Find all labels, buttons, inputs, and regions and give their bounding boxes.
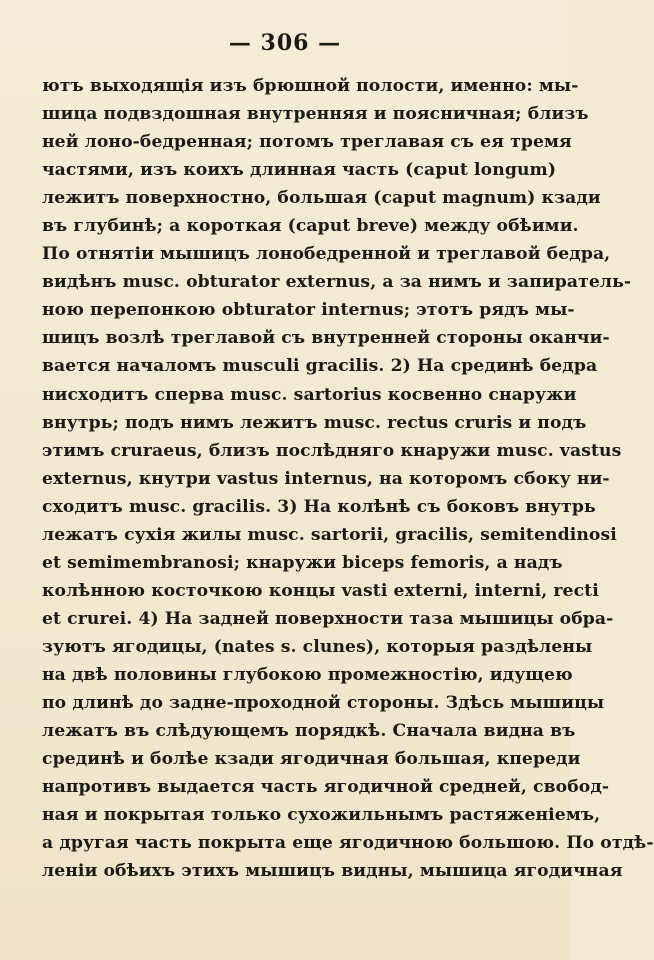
text-line: частями, изъ коихъ длинная часть (caput longum) bbox=[42, 160, 557, 181]
text-line: видѣнъ musc. obturator externus, а за нимъ и запиратель- bbox=[42, 272, 632, 293]
text-line: на двѣ половины глубокою промежностію, идущею bbox=[42, 664, 573, 685]
text-line: externus, кнутри vastus internus, на которомъ сбоку ни- bbox=[42, 468, 610, 489]
text-line: по длинѣ до задне-проходной стороны. Здѣсь мышицы bbox=[42, 693, 605, 714]
text-line: лежатъ въ слѣдующемъ порядкѣ. Сначала видна въ bbox=[42, 721, 576, 742]
text-line: лежитъ поверхностно, большая (caput magnum) кзади bbox=[42, 188, 601, 209]
text-line: въ глубинѣ; а короткая (caput breve) между обѣими. bbox=[42, 216, 579, 237]
body-text bbox=[42, 72, 654, 885]
text-line: ною перепонкою obturator internus; этотъ рядъ мы- bbox=[42, 300, 575, 321]
text-line: ная и покрытая только сухожильнымъ растяженіемъ, bbox=[42, 805, 601, 826]
text-line: колѣнною косточкою концы vasti externi, interni, recti bbox=[42, 580, 599, 601]
text-line: срединѣ и болѣе кзади ягодичная большая, кпереди bbox=[42, 749, 581, 770]
text-line: внутрь; подъ нимъ лежитъ musc. rectus cruris и подъ bbox=[42, 412, 587, 433]
text-line: ютъ выходящія изъ брюшной полости, именно: мы- bbox=[42, 76, 579, 96]
text-line: et crurei. 4) На задней поверхности таза мышицы обра- bbox=[42, 608, 614, 629]
text-line: По отнятіи мышицъ лонобедренной и треглавой бедра, bbox=[42, 244, 611, 265]
text-line: нисходитъ сперва musc. sartorius косвенно снаружи bbox=[42, 384, 577, 405]
text-line: шица подвздошная внутренняя и поясничная; близъ bbox=[42, 104, 589, 125]
text-line: et semimembranosi; кнаружи biceps femoris, а надъ bbox=[42, 552, 563, 573]
text-line: этимъ cruraeus, близъ послѣдняго кнаружи musc. vastus bbox=[42, 440, 622, 461]
text-line: а другая часть покрыта еще ягодичною большою. По отдѣ- bbox=[42, 833, 654, 854]
text-line: ней лоно-бедренная; потомъ треглавая съ ея тремя bbox=[42, 132, 572, 153]
text-line: напротивъ выдается часть ягодичной средней, свобод- bbox=[42, 777, 610, 798]
page-number: — 306 — bbox=[228, 30, 342, 56]
text-line: леніи обѣихъ этихъ мышицъ видны, мышица ягодичная bbox=[42, 861, 623, 882]
text-line: вается началомъ musculi gracilis. 2) На срединѣ бедра bbox=[42, 356, 598, 377]
text-line: лежатъ сухія жилы musc. sartorii, gracilis, semitendinosi bbox=[42, 524, 617, 545]
text-line: шицъ возлѣ треглавой съ внутренней стороны оканчи- bbox=[42, 328, 610, 349]
text-line: сходитъ musc. gracilis. 3) На колѣнѣ съ боковъ внутрь bbox=[42, 496, 596, 517]
text-line: зуютъ ягодицы, (nates s. clunes), которыя раздѣлены bbox=[42, 636, 593, 657]
